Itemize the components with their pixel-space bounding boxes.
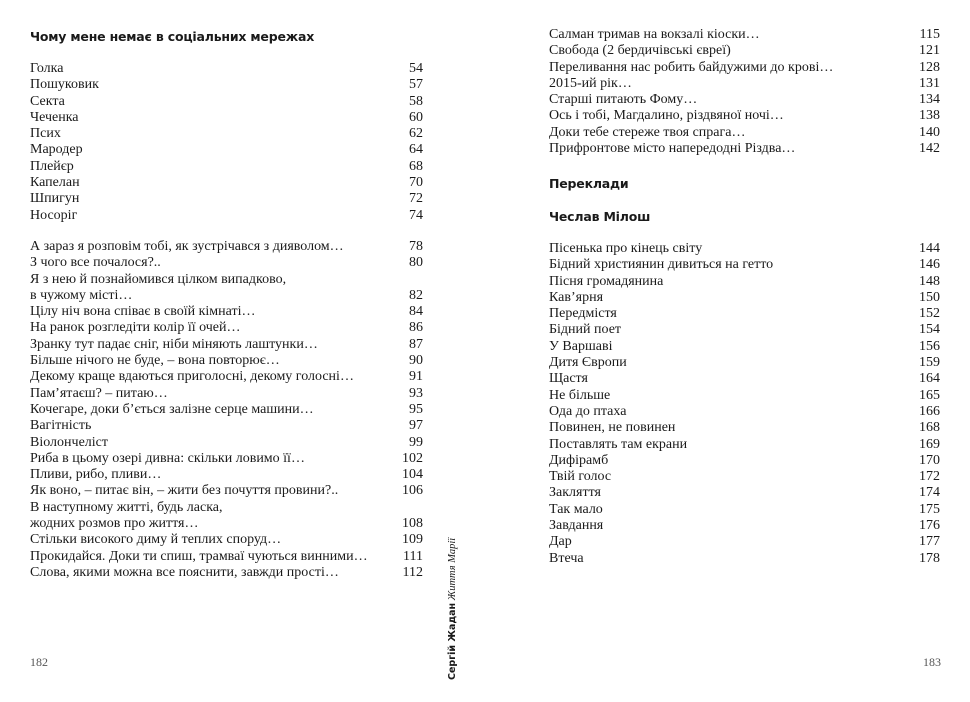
toc-entry-title: Дифірамб — [549, 452, 609, 468]
left-page — [0, 0, 470, 702]
toc-entry-title: Завдання — [549, 518, 604, 534]
toc-entry-page: 112 — [402, 564, 423, 580]
toc-entry — [30, 61, 423, 77]
book-title: Життя Марії — [447, 537, 458, 601]
toc-entry-page: 60 — [409, 109, 423, 125]
toc-entry — [549, 502, 940, 518]
toc-entry-page: 111 — [403, 548, 423, 564]
toc-entry-page: 64 — [409, 142, 423, 158]
toc-entry — [30, 418, 423, 434]
toc-entry-title: Переливання нас робить байдужими до крові… — [549, 59, 834, 75]
toc-entry — [30, 304, 423, 320]
toc-entry-page: 90 — [409, 353, 423, 369]
toc-entry-title: 2015-ий рік… — [549, 75, 632, 91]
toc-entry — [30, 402, 423, 418]
section-heading-author: Чеслав Мілош — [549, 209, 651, 224]
toc-entry-page: 140 — [919, 124, 940, 140]
toc-entry-title: Риба в цьому озері дивна: скільки ловимо її… — [30, 450, 305, 466]
toc-entry-page: 102 — [402, 450, 423, 466]
toc-entry-page: 82 — [409, 287, 423, 303]
toc-entry-title: Чеченка — [30, 109, 79, 125]
toc-entry-page: 84 — [409, 304, 423, 320]
toc-entry-title: Кав’ярня — [549, 289, 604, 305]
toc-entry — [30, 565, 423, 581]
toc-entry-title: Дитя Європи — [549, 355, 627, 371]
toc-entry-title: Свобода (2 бердичівські євреї) — [549, 43, 731, 59]
toc-entry-title: жодних розмов про життя… — [30, 516, 199, 532]
toc-entry-page: 169 — [919, 436, 940, 452]
toc-list-left-2 — [30, 239, 423, 581]
page-number: 182 — [30, 655, 48, 669]
toc-entry-page: 168 — [919, 420, 940, 436]
toc-entry-title: Більше нічого не буде, – вона повторює… — [30, 353, 280, 369]
toc-entry-page: 99 — [409, 434, 423, 450]
toc-entry — [549, 371, 940, 387]
toc-entry-page: 93 — [409, 385, 423, 401]
toc-entry-title: Так мало — [549, 501, 603, 517]
toc-entry-page: 72 — [409, 191, 423, 207]
toc-entry-title: Передмістя — [549, 306, 617, 322]
toc-entry — [549, 92, 940, 108]
toc-entry-page: 178 — [919, 550, 940, 566]
toc-entry — [30, 239, 423, 255]
toc-entry-page: 78 — [409, 239, 423, 254]
section-heading-translations: Переклади — [549, 176, 629, 191]
toc-entry-title: Прокидайся. Доки ти спиш, трамваї чуються винними… — [30, 548, 368, 564]
toc-entry-title: З чого все почалося?.. — [30, 255, 161, 271]
toc-list-right-2 — [549, 241, 940, 567]
toc-entry-page: 176 — [919, 518, 940, 534]
toc-entry-title: Слова, якими можна все пояснити, завжди прості… — [30, 564, 339, 580]
page-number: 183 — [923, 655, 941, 669]
toc-entry — [30, 255, 423, 271]
toc-entry-title: Бідний християнин дивиться на гетто — [549, 257, 774, 273]
toc-entry-title: Плейєр — [30, 158, 74, 174]
toc-entry — [30, 272, 423, 288]
toc-entry — [549, 437, 940, 453]
toc-entry-title: А зараз я розповім тобі, як зустрічався з дияволом… — [30, 239, 344, 254]
toc-entry-title: Зранку тут падає сніг, ніби міняють лаштунки… — [30, 336, 318, 352]
toc-entry-title: Голка — [30, 61, 64, 76]
toc-entry-page: 159 — [919, 355, 940, 371]
toc-entry — [30, 110, 423, 126]
toc-entry-title: Секта — [30, 93, 65, 109]
toc-entry-title: Капелан — [30, 175, 80, 191]
toc-entry-page: 146 — [919, 257, 940, 273]
toc-entry-page: 128 — [919, 59, 940, 75]
toc-entry-title: Вагітність — [30, 418, 92, 434]
toc-entry — [549, 469, 940, 485]
toc-entry-title: Прифронтове місто напередодні Різдва… — [549, 141, 796, 157]
toc-entry — [549, 534, 940, 550]
toc-entry-title: Ода до птаха — [549, 403, 627, 419]
toc-entry-title: Бідний поет — [549, 322, 622, 338]
toc-entry-page: 144 — [919, 241, 940, 256]
toc-entry — [549, 339, 940, 355]
toc-entry-title: Поставлять там екрани — [549, 436, 688, 452]
toc-entry — [549, 518, 940, 534]
toc-entry-page: 164 — [919, 371, 940, 387]
toc-entry-title: Доки тебе стереже твоя спрага… — [549, 124, 746, 140]
toc-entry-page: 68 — [409, 158, 423, 174]
toc-entry-page: 80 — [409, 255, 423, 271]
toc-entry-title: Пливи, рибо, пливи… — [30, 467, 162, 483]
toc-entry-title: У Варшаві — [549, 338, 613, 354]
toc-entry-page: 131 — [919, 75, 940, 91]
toc-entry — [30, 77, 423, 93]
toc-entry — [549, 141, 940, 157]
toc-entry-page: 121 — [919, 43, 940, 59]
toc-entry-title: Декому краще вдаються приголосні, декому голосні… — [30, 369, 354, 385]
toc-entry — [30, 94, 423, 110]
toc-entry-title: Як воно, – питає він, – жити без почуття провини?.. — [30, 483, 339, 499]
toc-entry-page: 172 — [919, 469, 940, 485]
toc-entry — [549, 76, 940, 92]
toc-entry-title: Ось і тобі, Магдалино, різдвяної ночі… — [549, 108, 784, 124]
toc-entry — [549, 290, 940, 306]
toc-entry — [549, 43, 940, 59]
toc-entry-title: в чужому місті… — [30, 287, 133, 303]
toc-entry-title: Я з нею й познайомився цілком випадково, — [30, 271, 287, 287]
toc-entry — [30, 337, 423, 353]
toc-entry — [30, 549, 423, 565]
toc-entry-title: В наступному житті, будь ласка, — [30, 499, 223, 515]
toc-entry — [30, 191, 423, 207]
section-heading: Чому мене немає в соціальних мережах — [30, 29, 315, 44]
toc-entry — [30, 159, 423, 175]
toc-entry — [30, 532, 423, 548]
running-footer — [445, 530, 461, 680]
toc-entry-page: 87 — [409, 336, 423, 352]
toc-entry — [549, 306, 940, 322]
toc-entry-title: Не більше — [549, 387, 611, 403]
toc-entry-title: Пісня громадянина — [549, 273, 664, 289]
toc-entry — [549, 257, 940, 273]
toc-entry-page: 165 — [919, 387, 940, 403]
toc-entry-page: 70 — [409, 175, 423, 191]
toc-entry-page: 108 — [402, 516, 423, 532]
toc-entry-title: Шпигун — [30, 191, 80, 207]
toc-entry — [549, 108, 940, 124]
toc-entry-page: 95 — [409, 401, 423, 417]
toc-entry-title: Пошуковик — [30, 77, 99, 93]
toc-entry — [549, 485, 940, 501]
toc-entry-page: 154 — [919, 322, 940, 338]
toc-entry — [549, 27, 940, 43]
toc-entry-page: 170 — [919, 452, 940, 468]
toc-entry — [549, 274, 940, 290]
toc-entry — [30, 516, 423, 532]
toc-entry-page: 156 — [919, 338, 940, 354]
toc-entry-title: Повинен, не повинен — [549, 420, 676, 436]
toc-entry-title: Мародер — [30, 142, 83, 158]
toc-entry-title: Старші питають Фому… — [549, 92, 698, 108]
toc-entry-page: 57 — [409, 77, 423, 93]
toc-entry-title: Пам’ятаєш? – питаю… — [30, 385, 168, 401]
toc-entry — [549, 551, 940, 567]
toc-entry — [30, 500, 423, 516]
toc-entry — [549, 404, 940, 420]
toc-entry — [30, 386, 423, 402]
toc-entry — [549, 453, 940, 469]
toc-entry — [30, 353, 423, 369]
toc-entry-page: 152 — [919, 306, 940, 322]
toc-entry-page: 138 — [919, 108, 940, 124]
toc-entry-page: 174 — [919, 485, 940, 501]
toc-entry-title: На ранок розгледіти колір її очей… — [30, 320, 241, 336]
toc-entry — [30, 435, 423, 451]
toc-entry — [549, 125, 940, 141]
toc-entry-title: Салман тримав на вокзалі кіоски… — [549, 27, 760, 42]
toc-entry-page: 86 — [409, 320, 423, 336]
toc-entry-page: 166 — [919, 403, 940, 419]
toc-entry-page: 115 — [919, 27, 940, 42]
toc-entry — [549, 60, 940, 76]
right-page — [500, 0, 970, 702]
toc-entry-page: 134 — [919, 92, 940, 108]
toc-entry-page: 175 — [919, 501, 940, 517]
toc-entry-title: Щастя — [549, 371, 588, 387]
toc-entry-title: Цілу ніч вона співає в своїй кімнаті… — [30, 304, 256, 320]
toc-entry-page: 109 — [402, 532, 423, 548]
toc-entry — [30, 142, 423, 158]
toc-entry-title: Твій голос — [549, 469, 612, 485]
toc-entry — [549, 388, 940, 404]
toc-entry-page: 148 — [919, 273, 940, 289]
toc-entry-page: 150 — [919, 289, 940, 305]
toc-entry — [549, 241, 940, 257]
toc-entry — [30, 451, 423, 467]
toc-entry — [549, 322, 940, 338]
toc-entry — [30, 208, 423, 224]
toc-entry-page: 74 — [409, 207, 423, 223]
toc-entry-title: Віолончеліст — [30, 434, 108, 450]
toc-entry-title: Псих — [30, 126, 61, 142]
toc-entry — [30, 126, 423, 142]
toc-entry-title: Кочегаре, доки б’ється залізне серце машини… — [30, 401, 314, 417]
toc-entry — [30, 467, 423, 483]
toc-entry-title: Стільки високого диму й теплих споруд… — [30, 532, 282, 548]
toc-entry — [30, 369, 423, 385]
toc-entry-title: Закляття — [549, 485, 601, 501]
toc-entry-page: 91 — [409, 369, 423, 385]
toc-entry-page: 62 — [409, 126, 423, 142]
toc-entry-page: 54 — [409, 61, 423, 76]
toc-entry-title: Втеча — [549, 550, 584, 566]
toc-entry-title: Носоріг — [30, 207, 78, 223]
toc-entry — [549, 355, 940, 371]
toc-entry-page: 177 — [919, 534, 940, 550]
toc-entry-page: 106 — [402, 483, 423, 499]
toc-entry-title: Пісенька про кінець світу — [549, 241, 703, 256]
toc-entry — [30, 483, 423, 499]
toc-entry — [30, 288, 423, 304]
toc-entry-page: 58 — [409, 93, 423, 109]
toc-list-right-1 — [549, 27, 940, 157]
toc-list-left-1 — [30, 61, 423, 224]
toc-entry-page: 104 — [402, 467, 423, 483]
toc-entry-page: 142 — [919, 141, 940, 157]
book-author: Сергій Жадан — [447, 602, 458, 680]
toc-entry-title: Дар — [549, 534, 572, 550]
toc-entry — [30, 320, 423, 336]
toc-entry — [549, 420, 940, 436]
toc-entry-page: 97 — [409, 418, 423, 434]
toc-entry — [30, 175, 423, 191]
